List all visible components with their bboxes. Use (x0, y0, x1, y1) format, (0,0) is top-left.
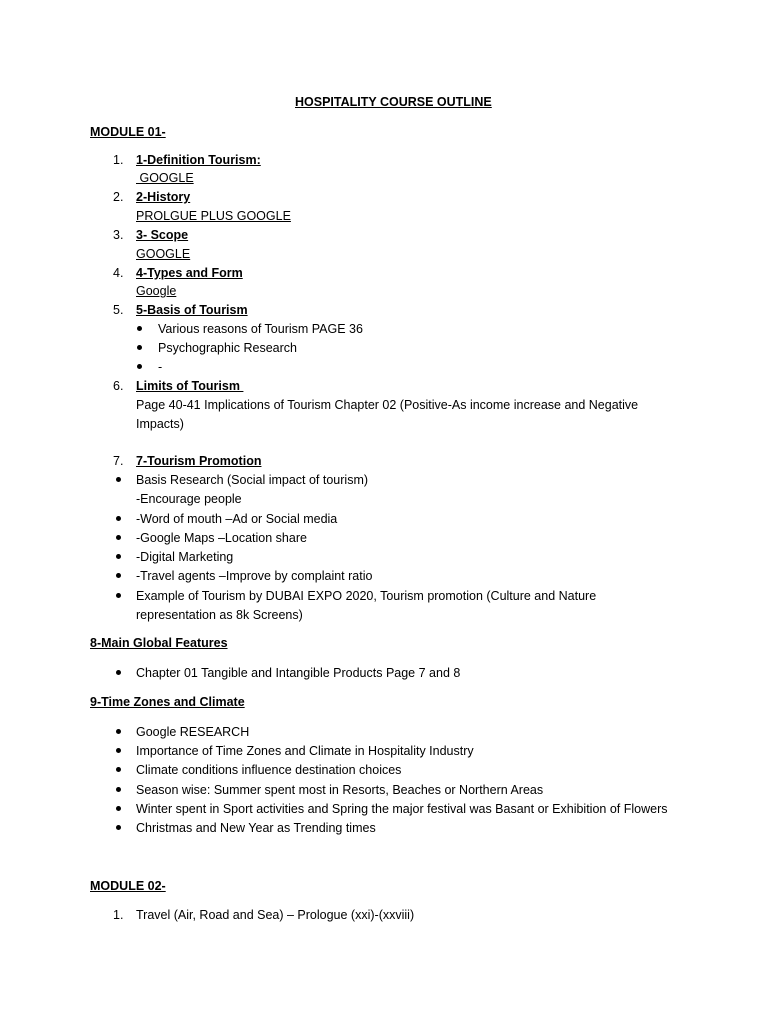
bullet-text: Example of Tourism by DUBAI EXPO 2020, Tourism promotion (Culture and Nature (136, 589, 597, 603)
item-heading: 2-History (136, 190, 191, 204)
item-heading: 3- Scope (136, 228, 189, 242)
bullet-icon (116, 767, 121, 772)
bullet-icon (137, 345, 142, 350)
item-line: Impacts) (136, 417, 184, 431)
bullet-icon (116, 535, 121, 540)
bullet-continuation: representation as 8k Screens) (136, 608, 303, 622)
item-number: 2. (113, 190, 124, 204)
bullet-icon (137, 364, 142, 369)
item-heading: Limits of Tourism (136, 379, 244, 393)
bullet-icon (116, 554, 121, 559)
bullet-text: Basis Research (Social impact of tourism) (136, 473, 369, 487)
item-heading: 7-Tourism Promotion (136, 454, 262, 468)
module-02-heading: MODULE 02- (90, 879, 166, 893)
item-number: 5. (113, 303, 124, 317)
bullet-text: Google RESEARCH (136, 725, 250, 739)
bullet-text: Winter spent in Sport activities and Spring the major festival was Basant or Exhibition of Flowers (136, 802, 668, 816)
item-number: 6. (113, 379, 124, 393)
module-01-heading: MODULE 01- (90, 125, 166, 139)
item-text: Travel (Air, Road and Sea) – Prologue (xxi)-(xxviii) (136, 908, 415, 922)
bullet-text: -Digital Marketing (136, 550, 234, 564)
item-number: 3. (113, 228, 124, 242)
bullet-text: -Word of mouth –Ad or Social media (136, 512, 338, 526)
bullet-icon (116, 729, 121, 734)
bullet-icon (116, 477, 121, 482)
bullet-text: Psychographic Research (158, 341, 297, 355)
section-9-heading: 9-Time Zones and Climate (90, 695, 245, 709)
bullet-text: - (158, 360, 163, 374)
item-number: 1. (113, 908, 124, 922)
bullet-text: Christmas and New Year as Trending times (136, 821, 376, 835)
bullet-icon (116, 825, 121, 830)
item-number: 1. (113, 153, 124, 167)
bullet-text: -Google Maps –Location share (136, 531, 307, 545)
bullet-text: -Travel agents –Improve by complaint ratio (136, 569, 373, 583)
item-note: Google (136, 284, 177, 298)
item-note: GOOGLE (136, 247, 191, 261)
bullet-icon (116, 670, 121, 675)
bullet-icon (116, 573, 121, 578)
section-8-heading: 8-Main Global Features (90, 636, 228, 650)
item-line: Page 40-41 Implications of Tourism Chapter 02 (Positive-As income increase and Negative (136, 398, 639, 412)
bullet-text: Various reasons of Tourism PAGE 36 (158, 322, 363, 336)
bullet-text: Importance of Time Zones and Climate in Hospitality Industry (136, 744, 474, 758)
item-heading: 4-Types and Form (136, 266, 243, 280)
bullet-continuation: -Encourage people (136, 492, 242, 506)
bullet-icon (116, 593, 121, 598)
bullet-icon (116, 806, 121, 811)
page-title: HOSPITALITY COURSE OUTLINE (295, 95, 492, 109)
item-number: 7. (113, 454, 124, 468)
bullet-text: Climate conditions influence destination choices (136, 763, 402, 777)
item-note: PROLGUE PLUS GOOGLE (136, 209, 291, 223)
item-heading: 1-Definition Tourism: (136, 153, 261, 167)
bullet-icon (137, 326, 142, 331)
bullet-icon (116, 516, 121, 521)
bullet-icon (116, 787, 121, 792)
item-note: GOOGLE (136, 171, 194, 185)
bullet-icon (116, 748, 121, 753)
item-heading: 5-Basis of Tourism (136, 303, 248, 317)
item-number: 4. (113, 266, 124, 280)
bullet-text: Season wise: Summer spent most in Resorts, Beaches or Northern Areas (136, 783, 544, 797)
bullet-text: Chapter 01 Tangible and Intangible Products Page 7 and 8 (136, 666, 461, 680)
